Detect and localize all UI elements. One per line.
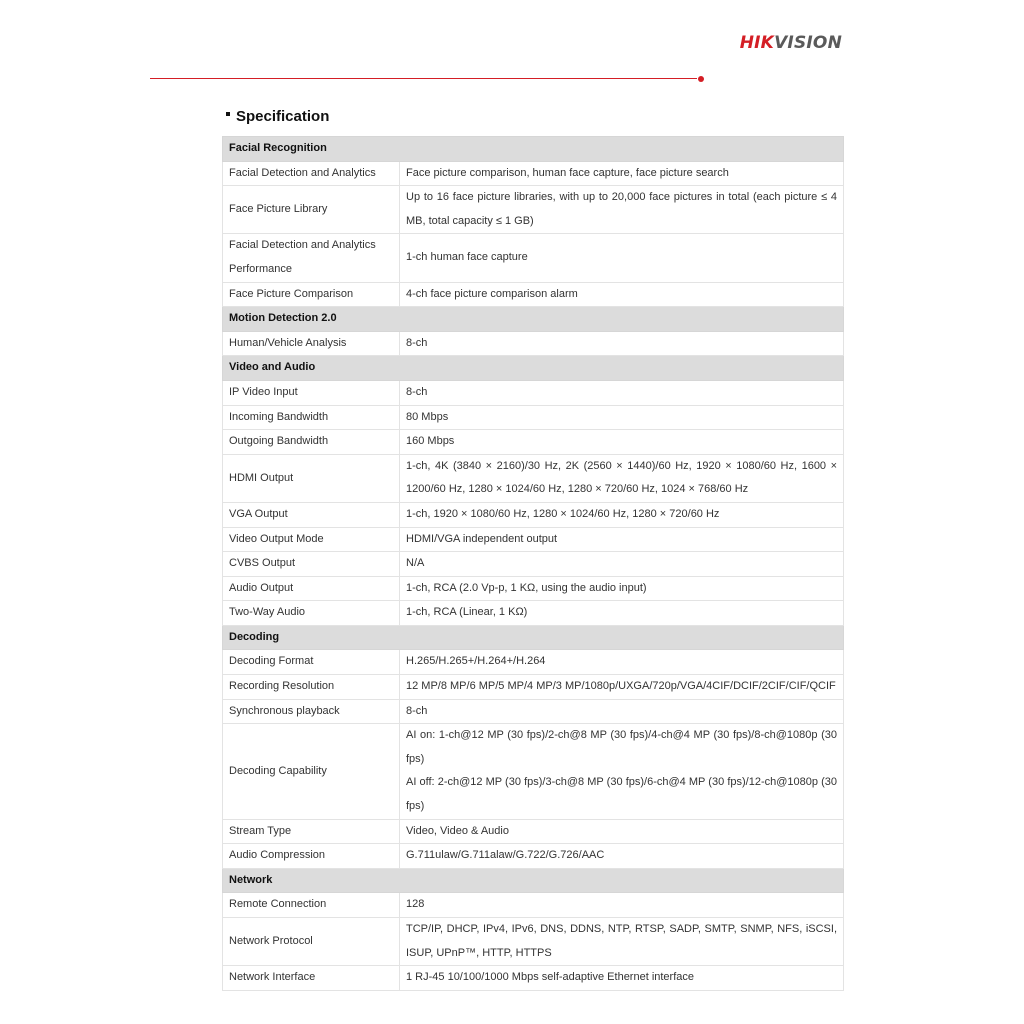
spec-label: Video Output Mode: [223, 527, 400, 552]
spec-value-cell: [400, 502, 844, 527]
spec-label: Facial Detection and Analytics Performance: [223, 234, 400, 282]
spec-label: VGA Output: [223, 502, 400, 527]
spec-label: Synchronous playback: [223, 699, 400, 724]
spec-label: Facial Detection and Analytics: [223, 161, 400, 186]
table-row: [223, 234, 844, 282]
table-row: [223, 576, 844, 601]
spec-value-cell: [400, 650, 844, 675]
spec-value-cell: [400, 454, 844, 502]
spec-label: Decoding Format: [223, 650, 400, 675]
spec-value: 80 Mbps: [406, 410, 449, 423]
table-row: [223, 502, 844, 527]
spec-value: 1-ch, 4K (3840 × 2160)/30 Hz, 2K (2560 × 1440)/60 Hz, 1920 × 1080/60 Hz, 1600 × 1200/60 Hz, 1280 × 1024/60 Hz, 1280 × 720/60 Hz, 1024 × 768/60 Hz: [406, 459, 838, 496]
spec-label: Outgoing Bandwidth: [223, 430, 400, 455]
spec-label: Network Protocol: [223, 918, 400, 966]
section-header-row: [223, 625, 844, 650]
table-row: [223, 819, 844, 844]
spec-value: 8-ch: [406, 704, 428, 717]
spec-label: Two-Way Audio: [223, 601, 400, 626]
spec-value: 1-ch, 1920 × 1080/60 Hz, 1280 × 1024/60 Hz, 1280 × 720/60 Hz: [406, 507, 720, 520]
spec-label: CVBS Output: [223, 552, 400, 577]
spec-label: Recording Resolution: [223, 675, 400, 700]
spec-value: 1-ch, RCA (2.0 Vp-p, 1 KΩ, using the audio input): [406, 581, 647, 594]
spec-value-cell: [400, 966, 844, 991]
table-row: [223, 844, 844, 869]
table-row: [223, 699, 844, 724]
spec-value-cell: [400, 405, 844, 430]
section-header: Motion Detection 2.0: [223, 307, 844, 332]
spec-label: Audio Output: [223, 576, 400, 601]
spec-value: 1 RJ-45 10/100/1000 Mbps self-adaptive Ethernet interface: [406, 971, 695, 984]
heading-bullet-icon: [226, 112, 230, 116]
spec-value: Face picture comparison, human face capture, face picture search: [406, 166, 729, 179]
table-row: [223, 186, 844, 234]
spec-label: Incoming Bandwidth: [223, 405, 400, 430]
section-header: Video and Audio: [223, 356, 844, 381]
logo-hik-text: HIK: [739, 33, 775, 53]
spec-value: 8-ch: [406, 385, 428, 398]
spec-value-cell: [400, 576, 844, 601]
section-header-row: [223, 356, 844, 381]
spec-value-cell: [400, 527, 844, 552]
table-row: [223, 966, 844, 991]
logo-vision-text: VISION: [774, 33, 842, 53]
specification-table-body: [223, 137, 844, 991]
spec-value: 1-ch, RCA (Linear, 1 KΩ): [406, 606, 528, 619]
section-header: Network: [223, 868, 844, 893]
spec-value: 8-ch: [406, 336, 428, 349]
specification-table: [222, 136, 844, 991]
table-row: [223, 405, 844, 430]
spec-value: G.711ulaw/G.711alaw/G.722/G.726/AAC: [406, 849, 605, 862]
spec-label: Face Picture Library: [223, 186, 400, 234]
spec-label: Audio Compression: [223, 844, 400, 869]
spec-label: Face Picture Comparison: [223, 282, 400, 307]
spec-value-cell: [400, 893, 844, 918]
spec-label: IP Video Input: [223, 380, 400, 405]
spec-label: Human/Vehicle Analysis: [223, 331, 400, 356]
spec-value-cell: [400, 699, 844, 724]
spec-value: HDMI/VGA independent output: [406, 532, 558, 545]
table-row: [223, 650, 844, 675]
spec-value: Up to 16 face picture libraries, with up to 20,000 face pictures in total (each picture ≤ 4 MB, total capacity ≤ 1 GB): [406, 191, 838, 227]
page-heading: [226, 108, 329, 125]
section-header: Facial Recognition: [223, 137, 844, 162]
spec-value-cell: [400, 819, 844, 844]
section-header-row: [223, 868, 844, 893]
spec-value: 4-ch face picture comparison alarm: [406, 287, 578, 300]
spec-value: TCP/IP, DHCP, IPv4, IPv6, DNS, DDNS, NTP, RTSP, SADP, SMTP, SNMP, NFS, iSCSI, ISUP, UPnP™, HTTP, HTTPS: [406, 923, 838, 959]
spec-value: Video, Video & Audio: [406, 824, 509, 837]
table-row: [223, 675, 844, 700]
spec-value-cell: [400, 918, 844, 966]
spec-value: N/A: [406, 557, 425, 570]
spec-label: Decoding Capability: [223, 724, 400, 819]
table-row: [223, 724, 844, 819]
heading-text: Specification: [236, 108, 330, 125]
table-row: [223, 282, 844, 307]
spec-value: H.265/H.265+/H.264+/H.264: [406, 655, 546, 668]
table-row: [223, 331, 844, 356]
spec-value: 1-ch human face capture: [406, 251, 528, 264]
spec-value-cell: [400, 380, 844, 405]
spec-value: 128: [406, 898, 425, 911]
section-header-row: [223, 307, 844, 332]
spec-value-cell: [400, 844, 844, 869]
spec-label: HDMI Output: [223, 454, 400, 502]
section-header-row: [223, 137, 844, 162]
spec-value-cell: [400, 552, 844, 577]
header-divider-dot: [698, 76, 704, 82]
spec-value-cell: [400, 282, 844, 307]
section-header: Decoding: [223, 625, 844, 650]
spec-value: 12 MP/8 MP/6 MP/5 MP/4 MP/3 MP/1080p/UXGA/720p/VGA/4CIF/DCIF/2CIF/CIF/QCIF: [406, 680, 836, 693]
spec-value-cell: [400, 430, 844, 455]
spec-value-cell: [400, 601, 844, 626]
table-row: [223, 454, 844, 502]
spec-value-cell: [400, 724, 844, 819]
header-divider: [150, 78, 697, 79]
table-row: [223, 601, 844, 626]
spec-value-cell: [400, 675, 844, 700]
spec-value-cell: [400, 161, 844, 186]
spec-value-secondary: AI off: 2-ch@12 MP (30 fps)/3-ch@8 MP (30 fps)/6-ch@4 MP (30 fps)/12-ch@1080p (30 fps): [406, 776, 838, 813]
spec-value-cell: [400, 186, 844, 234]
spec-value: AI on: 1-ch@12 MP (30 fps)/2-ch@8 MP (30 fps)/4-ch@4 MP (30 fps)/8-ch@1080p (30 fps): [406, 729, 838, 765]
table-row: [223, 552, 844, 577]
table-row: [223, 380, 844, 405]
spec-value: 160 Mbps: [406, 435, 455, 448]
table-row: [223, 918, 844, 966]
spec-label: Remote Connection: [223, 893, 400, 918]
spec-label: Stream Type: [223, 819, 400, 844]
hikvision-logo: [740, 33, 842, 53]
table-row: [223, 161, 844, 186]
table-row: [223, 527, 844, 552]
spec-label: Network Interface: [223, 966, 400, 991]
spec-value-cell: [400, 331, 844, 356]
spec-value-cell: [400, 234, 844, 282]
table-row: [223, 893, 844, 918]
table-row: [223, 430, 844, 455]
